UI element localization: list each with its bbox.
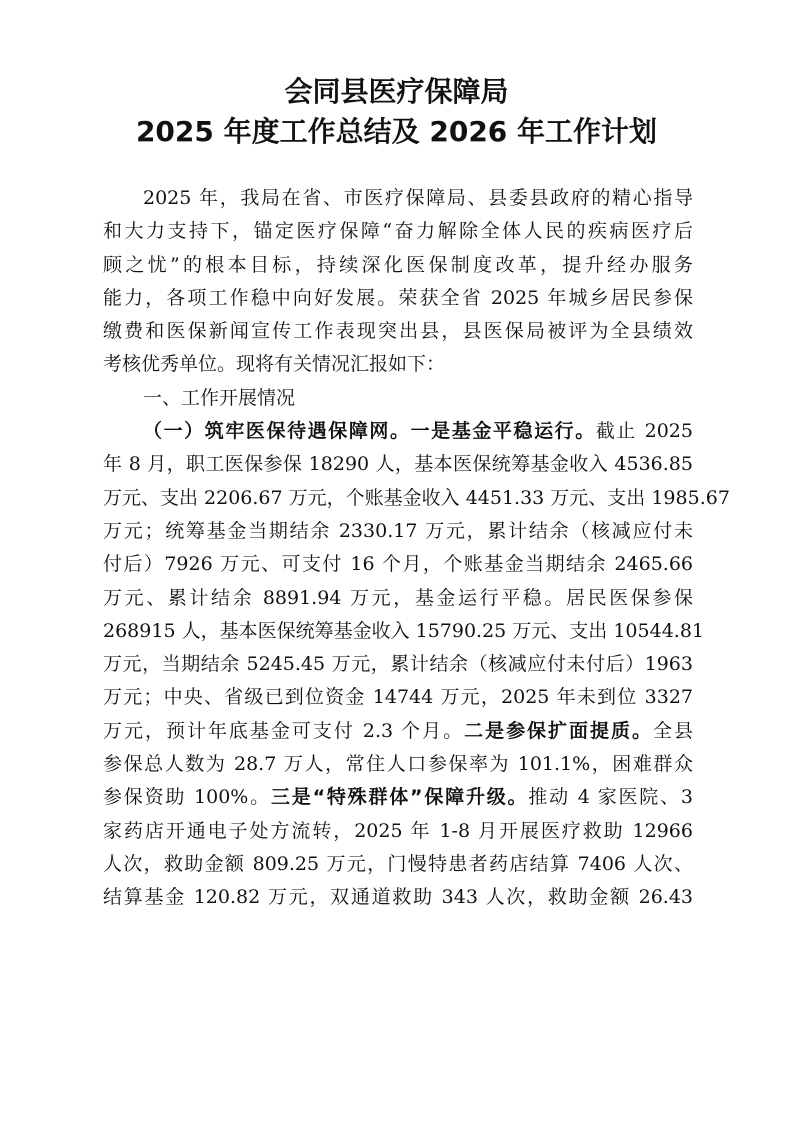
intro-line: 顾之忧”的根本目标，持续深化医保制度改革，提升经办服务 [103,253,693,276]
item-title: 二是参保扩面提质。 [464,719,653,742]
paragraph-line: 万元；统筹基金当期结余 2330.17 万元，累计结余（核减应付未 [103,519,693,542]
paragraph-line: 年 8 月，职工医保参保 18290 人，基本医保统筹基金收入 4536.85 [103,453,693,476]
intro-line: 2025 年，我局在省、市医疗保障局、县委县政府的精心指导 [143,187,693,209]
item-title: 三是“特殊群体”保障升级。 [270,786,529,809]
intro-line: 缴费和医保新闻宣传工作表现突出县，县医保局被评为全县绩效 [103,320,693,343]
paragraph-line: 万元，当期结余 5245.45 万元，累计结余（核减应付未付后）1963 [103,653,693,676]
section-heading: 一、工作开展情况 [143,386,296,409]
intro-line: 能力，各项工作稳中向好发展。荣获全省 2025 年城乡居民参保 [103,286,693,309]
intro-line: 和大力支持下，锚定医疗保障“奋力解除全体人民的疾病医疗后 [103,220,693,243]
paragraph-line: 付后）7926 万元、可支付 16 个月，个账基金当期结余 2465.66 [103,553,693,576]
paragraph-line: 268915 人，基本医保统筹基金收入 15790.25 万元、支出 10544.81 [103,619,705,642]
paragraph-text: 全县 [653,719,693,742]
document-body [103,182,730,915]
paragraph-text: 推动 4 家医院、3 [528,786,693,809]
document-title-line1: 会同县医疗保障局 [284,75,509,108]
paragraph-line [103,715,693,748]
paragraph-line [103,781,693,814]
paragraph-text: 参保资助 100%。 [103,786,271,809]
paragraph-text: 截止 2025 [595,420,693,443]
document-title-line2: 2025 年度工作总结及 2026 年工作计划 [135,115,658,148]
paragraph-line: 家药店开通电子处方流转，2025 年 1-8 月开展医疗救助 12966 [103,819,693,842]
paragraph-line: 人次，救助金额 809.25 万元，门慢特患者药店结算 7406 人次、 [103,852,693,875]
subsection-title: （一）筑牢医保待遇保障网。 [143,420,411,443]
paragraph-line [103,415,693,448]
item-title: 一是基金平稳运行。 [410,420,596,443]
paragraph-text: 万元，预计年底基金可支付 2.3 个月。 [103,719,465,742]
paragraph-line: 万元、累计结余 8891.94 万元，基金运行平稳。居民医保参保 [103,586,693,609]
intro-line: 考核优秀单位。现将有关情况汇报如下： [103,353,446,376]
paragraph-line: 万元；中央、省级已到位资金 14744 万元，2025 年未到位 3327 [103,686,693,709]
paragraph-line: 结算基金 120.82 万元，双通道救助 343 人次，救助金额 26.43 [103,886,693,909]
paragraph-line: 万元、支出 2206.67 万元，个账基金收入 4451.33 万元、支出 1985.67 [103,486,730,509]
paragraph-line: 参保总人数为 28.7 万人，常住人口参保率为 101.1%，困难群众 [103,753,693,776]
